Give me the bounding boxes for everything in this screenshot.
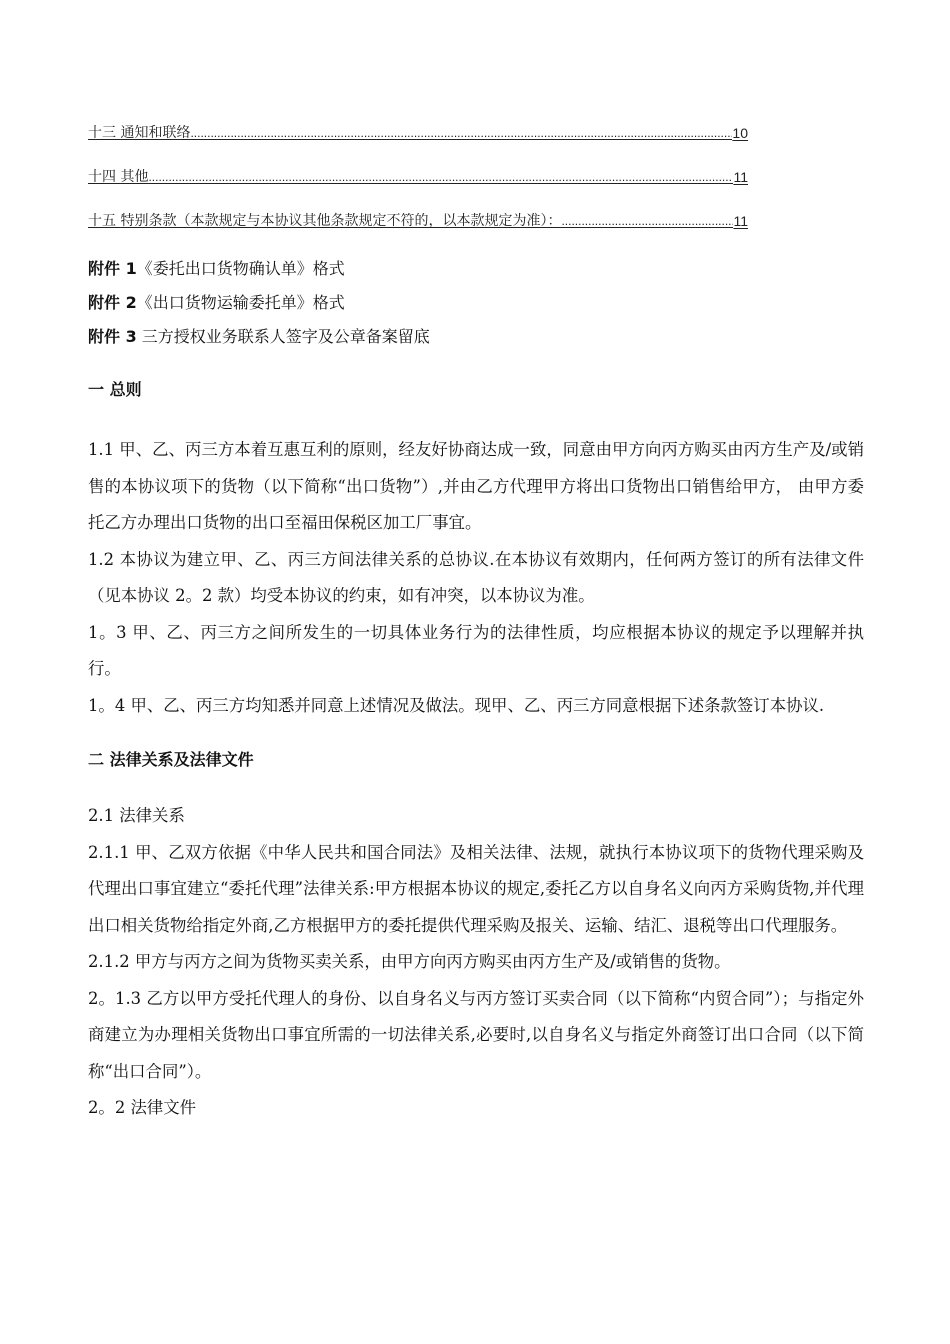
attachment-item — [88, 252, 864, 286]
toc-entry-title: 其他 — [120, 169, 149, 185]
paragraph: 2.1 法律关系 — [88, 806, 185, 825]
toc-dot-leader — [561, 212, 733, 230]
toc-entry-number: 十四 — [88, 169, 116, 185]
toc-entry-title: 通知和联络 — [120, 125, 191, 141]
toc-entry-14[interactable] — [88, 164, 748, 186]
paragraph: 2.1.1 甲、乙双方依据《中华人民共和国合同法》及相关法律、法规，就执行本协议项下的货物代理采购及代理出口事宜建立“委托代理”法律关系:甲方根据本协议的规定,委托乙方以自身名义向丙方采购货物,并代理出口相关货物给指定外商,乙方根据甲方的委托提供代理采购及报关、运输、结汇、退税等出口代理服务。 — [88, 842, 864, 935]
toc-entry-15[interactable] — [88, 208, 748, 230]
toc-page-number: 11 — [733, 213, 748, 229]
paragraph: 2.1.2 甲方与丙方之间为货物买卖关系，由甲方向丙方购买由丙方生产及/或销售的货物。 — [88, 952, 731, 971]
toc-page-number: 10 — [732, 125, 748, 141]
attachment-text: 《委托出口货物确认单》格式 — [136, 259, 345, 278]
toc-entry-number: 十三 — [88, 125, 116, 141]
section-heading-legal-relations: 二 法律关系及法律文件 — [88, 750, 254, 769]
toc-page-number: 11 — [733, 169, 748, 185]
toc-entry-number: 十五 — [88, 213, 116, 229]
document-page — [88, 120, 864, 1127]
paragraph: 1。3 甲、乙、丙三方之间所发生的一切具体业务行为的法律性质，均应根据本协议的规定予以理解并执行。 — [88, 622, 864, 678]
attachments-list — [88, 252, 864, 354]
toc-dot-leader — [190, 124, 732, 142]
paragraph: 1.2 本协议为建立甲、乙、丙三方间法律关系的总协议.在本协议有效期内，任何两方签订的所有法律文件（见本协议 2。2 款）均受本协议的约束，如有冲突，以本协议为准。 — [88, 549, 864, 605]
attachment-text: 《出口货物运输委托单》格式 — [136, 293, 345, 312]
toc-entry-13[interactable] — [88, 120, 748, 142]
table-of-contents — [88, 120, 748, 230]
paragraph: 1.1 甲、乙、丙三方本着互惠互利的原则，经友好协商达成一致，同意由甲方向丙方购买由丙方生产及/或销售的本协议项下的货物（以下简称“出口货物”）,并由乙方代理甲方将出口货物出口销售给甲方， 由甲方委托乙方办理出口货物的出口至福田保税区加工厂事宜。 — [88, 440, 864, 532]
paragraph: 1。4 甲、乙、丙三方均知悉并同意上述情况及做法。现甲、乙、丙三方同意根据下述条款签订本协议. — [88, 695, 825, 715]
toc-dot-leader — [148, 168, 733, 186]
paragraph: 2。2 法律文件 — [88, 1098, 197, 1117]
attachment-label: 附件 1 — [88, 259, 137, 278]
paragraph: 2。1.3 乙方以甲方受托代理人的身份、以自身名义与丙方签订买卖合同（以下简称“内贸合同”）；与指定外商建立为办理相关货物出口事宜所需的一切法律关系,必要时,以自身名义与指定外商签订出口合同（以下简称“出口合同”）。 — [88, 988, 864, 1081]
attachment-item — [88, 320, 864, 354]
attachment-label: 附件 2 — [88, 293, 137, 312]
attachment-text: 三方授权业务联系人签字及公章备案留底 — [136, 327, 430, 346]
toc-entry-title: 特别条款（本款规定与本协议其他条款规定不符的，以本款规定为准）： — [120, 213, 562, 229]
section-heading-general: 一 总则 — [88, 380, 142, 399]
attachment-item — [88, 286, 864, 320]
attachment-label: 附件 3 — [88, 327, 137, 346]
